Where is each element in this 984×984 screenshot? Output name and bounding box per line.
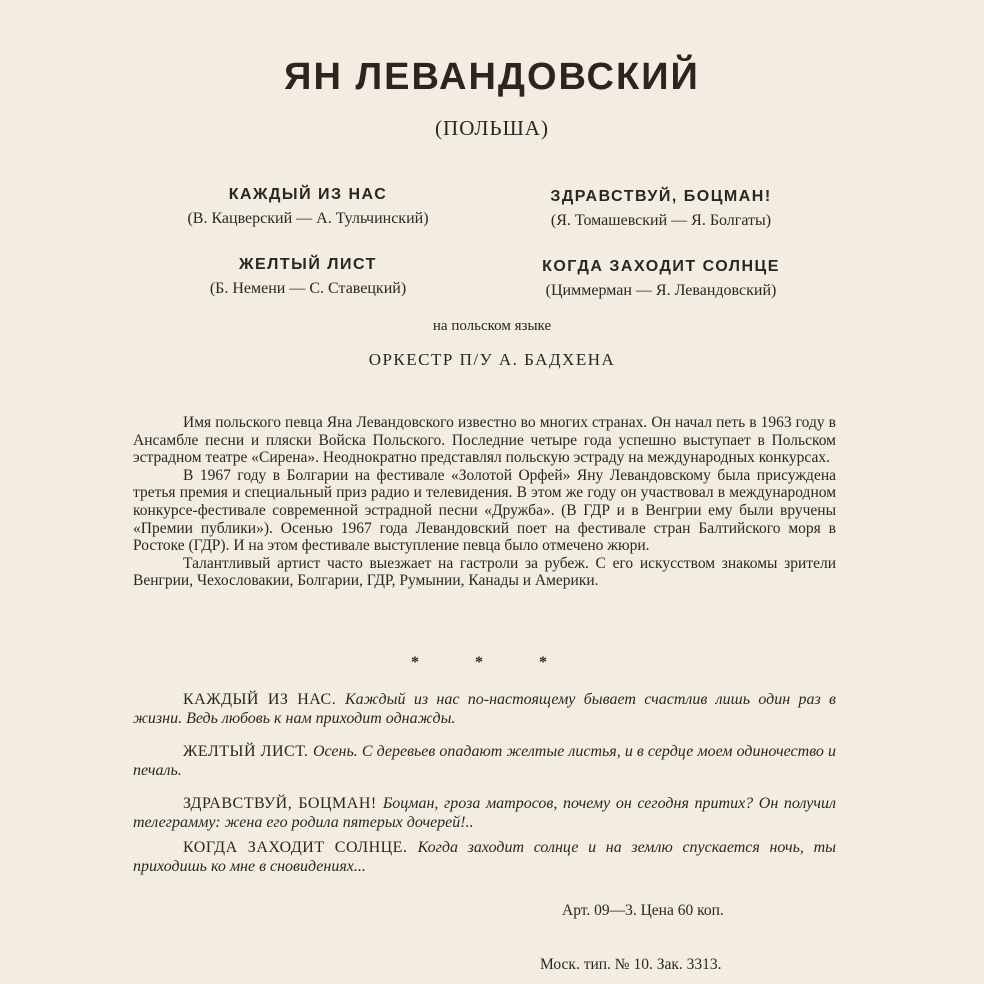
- section-separator: * * *: [411, 654, 573, 671]
- bio-paragraph: Имя польского певца Яна Левандовского известно во многих странах. Он начал петь в 1963 году в Ансамбле песни и пляски Войска Польского. Последние четыре года успешно выступает в Польском эстрадном театре «Сирена». Неоднократно представлял польскую эстраду на международных конкурсах.: [133, 414, 836, 467]
- song-authors: (Б. Немени — С. Ставецкий): [209, 280, 407, 297]
- language-note: на польском языке: [432, 318, 552, 334]
- song-title: ЗДРАВСТВУЙ, БОЦМАН!: [550, 188, 772, 205]
- artist-name: ЯН ЛЕВАНДОВСКИЙ: [284, 56, 700, 98]
- description-text: Боцман, гроза матросов, почему он сегодня притих? Он получил телеграмму: жена его родила пятерых дочерей!..: [133, 795, 836, 831]
- orchestra-credit: ОРКЕСТР П/У А. БАДХЕНА: [368, 350, 616, 369]
- song-3: [143, 256, 473, 298]
- song-title: КАЖДЫЙ ИЗ НАС: [228, 186, 388, 203]
- bio-paragraph: В 1967 году в Болгарии на фестивале «Золотой Орфей» Яну Левандовскому была присуждена третья премия и специальный приз радио и телевидения. В этом же году он участвовал в международном конкурсе-фестивале современной эстрадной песни «Дружба». (В ГДР и в Венгрии ему были вручены «Премии публики»). Осенью 1967 года Левандовский поет на фестивале стран Балтийского моря в Ростоке (ГДР). И на этом фестивале выступление певца было отмечено жюри.: [133, 466, 836, 555]
- song-authors: (Циммерман — Я. Левандовский): [545, 282, 777, 299]
- song-authors: (В. Кацверский — А. Тульчинский): [187, 210, 429, 227]
- song-4: [496, 258, 826, 300]
- song-description: [133, 742, 836, 780]
- printing-line: Моск. тип. № 10. Зак. 3313.: [540, 956, 722, 973]
- song-description: [133, 690, 836, 728]
- description-text: Каждый из нас по-настоящему бывает счастлив лишь один раз в жизни. Ведь любовь к нам приходит однажды.: [133, 691, 837, 727]
- artist-country: (ПОЛЬША): [435, 116, 549, 140]
- song-authors: (Я. Томашевский — Я. Болгаты): [550, 212, 772, 229]
- bio-paragraph: Талантливый артист часто выезжает на гастроли за рубеж. С его искусством знакомы зрители Венгрии, Чехословакии, Болгарии, ГДР, Румынии, Канады и Америки.: [133, 554, 836, 590]
- description-text: Осень. С деревьев опадают желтые листья, и в сердце моем одиночество и печаль.: [133, 743, 837, 779]
- song-description: [133, 794, 836, 832]
- song-description: [133, 838, 836, 876]
- song-2: [496, 188, 826, 230]
- price-line: Арт. 09—3. Цена 60 коп.: [562, 902, 724, 919]
- song-1: [143, 186, 473, 228]
- description-title: КОГДА ЗАХОДИТ СОЛНЦЕ.: [183, 839, 418, 856]
- description-title: КАЖДЫЙ ИЗ НАС.: [183, 691, 346, 708]
- song-title: ЖЕЛТЫЙ ЛИСТ: [239, 256, 377, 273]
- description-title: ЗДРАВСТВУЙ, БОЦМАН!: [183, 795, 383, 812]
- song-title: КОГДА ЗАХОДИТ СОЛНЦЕ: [542, 258, 780, 275]
- description-title: ЖЕЛТЫЙ ЛИСТ.: [183, 743, 313, 760]
- biography: [133, 414, 836, 590]
- description-text: Когда заходит солнце и на землю спускается ночь, ты приходишь ко мне в сновидениях...: [133, 839, 836, 875]
